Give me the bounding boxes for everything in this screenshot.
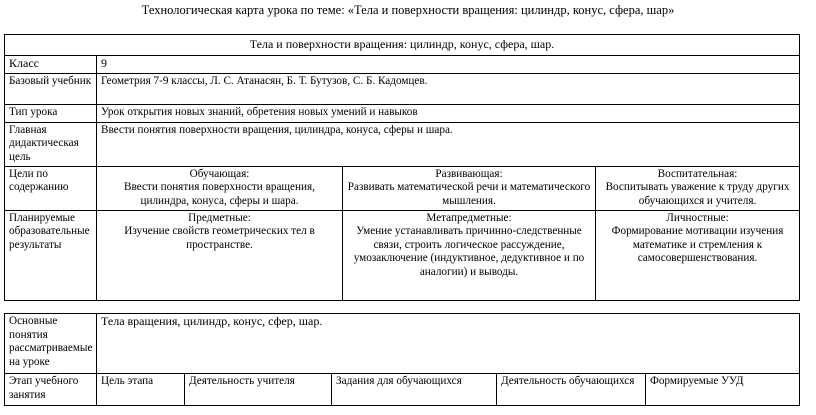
goal-label: Главная дидактическая цель	[5, 122, 97, 166]
column-tasks: Задания для обучающихся	[332, 374, 497, 406]
column-teacher-activity: Деятельность учителя	[185, 374, 332, 406]
column-stage: Этап учебного занятия	[5, 374, 97, 406]
table-row	[5, 73, 800, 104]
lesson-stages-table	[4, 313, 800, 406]
table-row	[5, 314, 800, 374]
goal-value: Ввести понятия поверхности вращения, цилиндра, конуса, сферы и шара.	[97, 122, 800, 166]
table-row	[5, 210, 800, 300]
goal-teaching: Обучающая: Ввести понятия поверхности вращения, цилиндра, конуса, сферы и шара.	[97, 166, 343, 210]
lesson-map-table	[4, 34, 800, 301]
goal-developing: Развивающая: Развивать математической речи и математического мышления.	[343, 166, 596, 210]
textbook-label: Базовый учебник	[5, 73, 97, 104]
table-row	[5, 35, 800, 56]
concepts-value: Тела вращения, цилиндр, конус, сфер, шар.	[97, 314, 800, 374]
column-stage-goal: Цель этапа	[97, 374, 185, 406]
goal-educational: Воспитательная: Воспитывать уважение к труду других обучающихся и учителя.	[596, 166, 800, 210]
results-label: Планируемые образовательные результаты	[5, 210, 97, 300]
klass-value: 9	[97, 55, 800, 73]
klass-label: Класс	[5, 55, 97, 73]
result-metasubject: Метапредметные: Умение устанавливать причинно-следственные связи, строить логическое рассуждение, умозаключение (индуктивное, дедуктивное и по аналогии) и выводы.	[343, 210, 596, 300]
table-header: Тела и поверхности вращения: цилиндр, конус, сфера, шар.	[5, 35, 800, 56]
table-row	[5, 55, 800, 73]
concepts-label: Основные понятия рассматриваемые на уроке	[5, 314, 97, 374]
column-student-activity: Деятельность обучающихся	[497, 374, 646, 406]
table-row	[5, 104, 800, 122]
lesson-type-label: Тип урока	[5, 104, 97, 122]
result-subject: Предметные: Изучение свойств геометрических тел в пространстве.	[97, 210, 343, 300]
result-personal: Личностные: Формирование мотивации изучения математике и стремления к самосовершенствования.	[596, 210, 800, 300]
table-row	[5, 166, 800, 210]
page-title: Технологическая карта урока по теме: «Тела и поверхности вращения: цилиндр, конус, сфера, шар»	[141, 3, 675, 17]
lesson-type-value: Урок открытия новых знаний, обретения новых умений и навыков	[97, 104, 800, 122]
textbook-value: Геометрия 7-9 классы, Л. С. Атанасян, Б. Т. Бутузов, С. Б. Кадомцев.	[97, 73, 800, 104]
column-uud: Формируемые УУД	[646, 374, 800, 406]
table-row	[5, 374, 800, 406]
content-goals-label: Цели по содержанию	[5, 166, 97, 210]
table-row	[5, 122, 800, 166]
